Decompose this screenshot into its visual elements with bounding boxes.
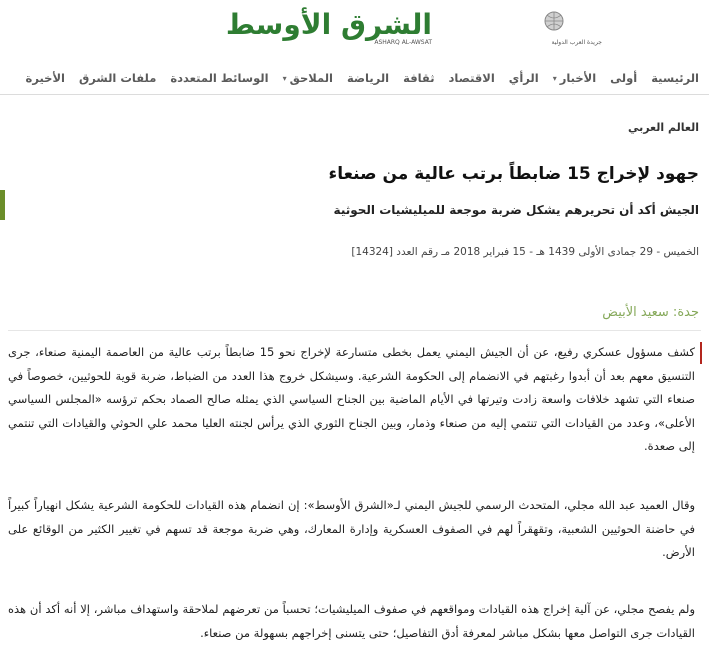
nav-item-opinion[interactable]: الرأي xyxy=(508,71,539,85)
chevron-down-icon: ▾ xyxy=(282,73,287,83)
nav-item-front[interactable]: أولى xyxy=(610,71,638,85)
section-label[interactable]: العالم العربي xyxy=(627,121,699,134)
logo-tagline: جريدة العرب الدولية xyxy=(551,39,602,46)
nav-item-home[interactable]: الرئيسية xyxy=(651,71,699,85)
nav-item-economy[interactable]: الاقتصاد xyxy=(448,71,495,85)
nav-item-multimedia[interactable]: الوسائط المتعددة xyxy=(170,71,269,85)
paragraph-marker xyxy=(700,342,702,364)
masthead xyxy=(0,0,709,52)
nav-item-last[interactable]: الأخيرة xyxy=(25,71,65,85)
article-subtitle: الجيش أكد أن تحريرهم يشكل ضربة موجعة للميليشيات الحوثية xyxy=(333,203,699,217)
main-nav xyxy=(0,64,709,92)
logo-text: الشرق الأوسط xyxy=(225,8,432,41)
nav-item-sports[interactable]: الرياضة xyxy=(346,71,390,85)
article-paragraph: كشف مسؤول عسكري رفيع، عن أن الجيش اليمني يعمل بخطى متسارعة لإخراج نحو 15 ضابطاً برتب عالية من العاصمة اليمنية صنعاء، جرى التنسيق معهم بعد أن أبدوا رغبتهم في الانضمام إلى الحكومة الشرعية. وسيشكل خروج هذا العدد من الضباط، ضربة قوية للحوثيين، خصوصاً في صنعاء التي تشهد خلافات واسعة زادت وتيرتها في الأيام الماضية بين الجناح السياسي الذي يمثله صالح الصماد بحكم ترؤسه «المجلس السياسي الأعلى»، وعدد من القيادات التي تنتمي إليه من صنعاء وذمار، وبين الجناح الثوري الذي يرأس لجنته العليا محمد علي الحوثي والقيادات التي تنتمي إلى صعدة. xyxy=(8,345,696,453)
nav-item-supplements[interactable]: الملاحق ▾ xyxy=(282,71,333,85)
article-date: الخميس - 29 جمادى الأولى 1439 هـ - 15 فبراير 2018 مـ رقم العدد [14324] xyxy=(351,246,699,258)
article-paragraph: ولم يفصح مجلي، عن آلية إخراج هذه القيادات ومواقعهم في صفوف الميليشيات؛ تحسباً من تعرضهم لملاحقة واستهداف مباشر، إلا أنه أكد أن هذه القيادات جرى التواصل معها بشكل مباشر لمعرفة أدق التفاصيل؛ حتى يتسنى إخراجهم بسهولة من صنعاء. xyxy=(8,602,695,640)
chevron-down-icon: ▾ xyxy=(552,73,557,83)
author-divider xyxy=(8,330,701,331)
nav-item-files[interactable]: ملفات الشرق xyxy=(78,71,157,85)
site-logo[interactable] xyxy=(225,6,700,46)
logo-graphic xyxy=(225,6,700,46)
article-author: جدة: سعيد الأبيض xyxy=(602,305,699,320)
article-title: جهود لإخراج 15 ضابطاً برتب عالية من صنعاء xyxy=(328,164,699,184)
nav-item-culture[interactable]: ثقافة xyxy=(403,71,435,85)
side-tab[interactable] xyxy=(0,190,5,220)
nav-divider xyxy=(0,94,709,95)
article-paragraph: وقال العميد عبد الله مجلي، المتحدث الرسمي للجيش اليمني لـ«الشرق الأوسط»: إن انضمام هذه القيادات للحكومة الشرعية يشكل انهياراً كبيراً في حاضنة الحوثيين الشعبية، وتقهقراً لهم في الصفوف العسكرية وإدارة المعارك، وهي ضربة موجعة قد تسهم في تغيير الكثير من الوقائع على الأرض. xyxy=(8,498,695,559)
logo-latin: ASHARQ AL-AWSAT xyxy=(374,39,432,46)
nav-item-news[interactable]: الأخبار ▾ xyxy=(552,71,597,85)
